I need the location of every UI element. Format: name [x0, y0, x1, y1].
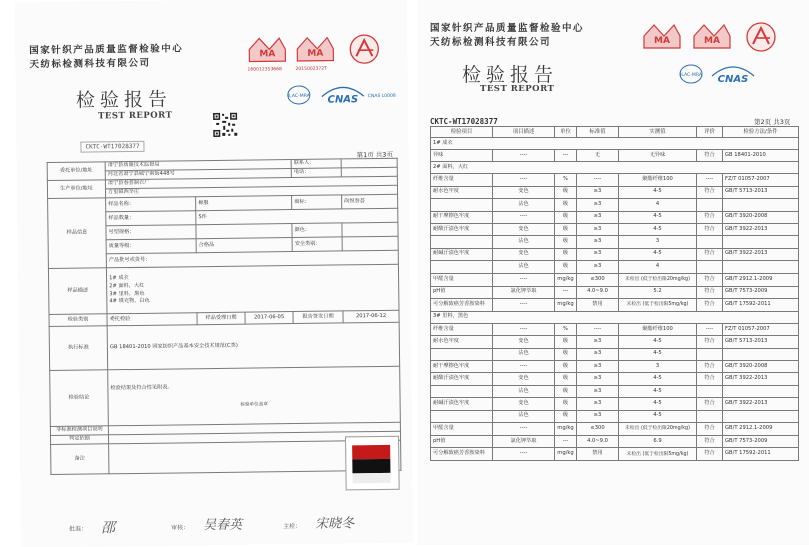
- table-cell: 符合: [697, 448, 723, 461]
- table-cell: 3: [619, 361, 697, 373]
- column-header: 项目描述: [493, 127, 555, 138]
- section-row: [431, 138, 799, 150]
- table-cell: GB/T 2912.1-2009: [723, 273, 799, 286]
- table-cell: mg/kg: [555, 298, 577, 311]
- table-row: [431, 273, 799, 286]
- report-title-cn: 检验报告: [462, 64, 559, 86]
- cnas-logo-icon: [708, 60, 758, 90]
- table-cell: 符合: [697, 361, 723, 373]
- table-cell: 级: [555, 261, 577, 273]
- column-header: 检验方法/条件: [723, 127, 799, 138]
- table-cell: 变色: [493, 223, 555, 235]
- svg-text:MA: MA: [704, 36, 720, 46]
- table-cell: ≥3: [577, 361, 619, 373]
- table-cell: 符合: [697, 423, 723, 436]
- test-results-table: [430, 126, 799, 461]
- producer-address: 万里镇西辛庄: [105, 185, 397, 198]
- table-cell: 氯化钾萃取: [493, 436, 555, 448]
- table-cell: [723, 348, 799, 360]
- table-row: [431, 436, 799, 448]
- table-cell: 6.9: [619, 436, 697, 448]
- producer-name: 肃宁县春荟制衣厂: [105, 176, 397, 189]
- brand-value: 尚悦春荟: [342, 194, 398, 209]
- cma-code-1: 160012353668: [247, 67, 282, 73]
- table-cell: [723, 236, 799, 248]
- table-cell: [723, 410, 799, 422]
- table-cell: ---: [555, 150, 577, 162]
- page-number: 第2页 共3页: [754, 118, 791, 126]
- grade-value: 合格品: [196, 238, 292, 253]
- table-cell: [697, 261, 723, 273]
- table-row: [431, 261, 799, 273]
- table-cell: 级: [555, 385, 577, 397]
- svg-text:MA: MA: [259, 49, 276, 60]
- table-cell: 可分解致癌芳香胺染料: [431, 298, 493, 311]
- description-label: 样品描述: [48, 268, 107, 315]
- table-cell: 符合: [697, 223, 723, 235]
- table-cell: mg/kg: [555, 423, 577, 436]
- table-cell: 耐碱汗渍色牢度: [431, 248, 493, 260]
- quantity-value: 5件: [196, 208, 398, 224]
- table-cell: 耐碱汗渍色牢度: [431, 398, 493, 410]
- brand-label: 商标：: [292, 195, 342, 210]
- table-row: [431, 336, 799, 348]
- table-cell: 耐干摩擦色牢度: [431, 211, 493, 223]
- table-cell: GB/T 17592-2011: [723, 298, 799, 311]
- column-header: 实测值: [619, 127, 697, 138]
- table-cell: ---: [555, 286, 577, 298]
- standard-label: 执行标准: [49, 326, 108, 371]
- inspector-label: 主检：: [283, 522, 302, 531]
- table-row: [431, 348, 799, 360]
- table-cell: 级: [555, 199, 577, 211]
- sample-date: 2017-06-05: [245, 312, 293, 325]
- model-label: 号型规格：: [106, 225, 196, 240]
- table-cell: pH值: [431, 436, 493, 448]
- table-cell: 符合: [697, 373, 723, 385]
- table-cell: ≥3: [577, 223, 619, 235]
- table-cell: [697, 410, 723, 422]
- table-cell: 4-5: [619, 223, 697, 235]
- table-cell: 未检出 (低于检出限20mg/kg): [619, 273, 697, 286]
- sample-date-label: 样品受理日期: [197, 312, 245, 325]
- column-header: 标准值: [577, 127, 619, 138]
- table-cell: 级: [555, 236, 577, 248]
- table-cell: 符合: [697, 186, 723, 198]
- cnas-logo-icon: [318, 80, 368, 111]
- table-cell: ≥3: [577, 236, 619, 248]
- table-row: [431, 236, 799, 248]
- table-cell: 沾色: [493, 236, 555, 248]
- org-name-line1: 国家针织产品质量监督检验中心: [29, 43, 184, 57]
- table-cell: 耐酸汗渍色牢度: [431, 373, 493, 385]
- note-label: 备注: [51, 444, 109, 475]
- review-label: 审核：: [171, 524, 190, 532]
- table-cell: 可分解致癌芳香胺染料: [431, 448, 493, 461]
- table-cell: 未检出 (低于检出限5mg/kg): [619, 298, 697, 311]
- report-title-en: TEST REPORT: [98, 110, 173, 122]
- approve-label: 批准：: [69, 525, 88, 533]
- table-cell: 级: [555, 361, 577, 373]
- table-cell: 4-5: [619, 385, 697, 397]
- table-cell: 变色: [493, 336, 555, 348]
- report-title-cn: 检验报告: [75, 88, 173, 112]
- table-cell: GB/T 7573-2009: [723, 436, 799, 448]
- table-cell: 级: [555, 410, 577, 422]
- table-cell: ----: [697, 323, 723, 335]
- table-cell: ≥3: [577, 348, 619, 360]
- sample-description: [106, 264, 399, 314]
- svg-text:CNAS: CNAS: [717, 74, 749, 85]
- table-cell: 耐干摩擦色牢度: [431, 361, 493, 373]
- table-cell: GB/T 7573-2009: [723, 286, 799, 298]
- table-row: [431, 385, 799, 397]
- lot-label: 产品批号或货号：: [106, 250, 398, 268]
- table-cell: 耐酸汗渍色牢度: [431, 223, 493, 235]
- table-cell: 级: [555, 211, 577, 223]
- table-cell: 纤维含量: [431, 323, 493, 335]
- table-cell: 变色: [493, 248, 555, 260]
- grade-label: 质量等级：: [106, 239, 196, 254]
- section-title: 1# 成衣: [431, 138, 799, 150]
- table-cell: 甲醛含量: [431, 423, 493, 436]
- table-cell: 变色: [493, 398, 555, 410]
- table-cell: 符合: [697, 436, 723, 448]
- page-number: 第1页 共3页: [356, 150, 393, 160]
- table-cell: 4.0~9.0: [577, 286, 619, 298]
- table-cell: 4-5: [619, 248, 697, 260]
- cma-stamp-icon: [692, 22, 732, 52]
- report-info-table: [47, 158, 402, 475]
- table-cell: 级: [555, 248, 577, 260]
- table-cell: 未检出 (低于检出限5mg/kg): [619, 448, 697, 461]
- table-cell: 3: [619, 236, 697, 248]
- section-title: 2# 面料，大红: [431, 162, 799, 174]
- table-cell: ----: [493, 211, 555, 223]
- table-cell: 甲醛含量: [431, 273, 493, 286]
- table-cell: [697, 348, 723, 360]
- table-cell: 4: [619, 261, 697, 273]
- table-cell: ----: [577, 323, 619, 335]
- report-page-2: [418, 0, 809, 545]
- table-cell: 禁用: [577, 448, 619, 461]
- table-row: [431, 211, 799, 223]
- table-cell: GB/T 2912.1-2009: [723, 423, 799, 436]
- table-cell: 聚酯纤维100: [619, 174, 697, 186]
- desc-line: 2# 面料，大红: [109, 282, 145, 289]
- ilac-mra-icon: [678, 62, 704, 86]
- table-cell: mg/kg: [555, 448, 577, 461]
- table-cell: GB/T 5713-2013: [723, 186, 799, 198]
- table-cell: 沾色: [493, 261, 555, 273]
- sample-name: 棉服: [196, 196, 292, 211]
- table-cell: GB/T 5713-2013: [723, 336, 799, 348]
- table-cell: 级: [555, 186, 577, 198]
- table-row: [431, 174, 799, 186]
- inspector-signature: 宋晓冬: [314, 516, 355, 532]
- table-cell: 4-5: [619, 211, 697, 223]
- cnas-caption: CNAS L0008: [367, 93, 396, 100]
- approver-signature: 邵: [101, 520, 116, 537]
- table-cell: ----: [493, 150, 555, 162]
- table-cell: ----: [493, 323, 555, 335]
- desc-line: 3# 里料，黑色: [109, 290, 145, 297]
- quantity-label: 样品数量：: [106, 211, 196, 226]
- table-cell: 氯化钾萃取: [493, 286, 555, 298]
- table-cell: ≤300: [577, 273, 619, 286]
- table-cell: 沾色: [493, 348, 555, 360]
- table-cell: 级: [555, 336, 577, 348]
- conclusion-cell: [108, 366, 401, 426]
- standard-value: GB 18401-2010 国家纺织产品基本安全技术规范(C类): [107, 322, 400, 370]
- report-date: 2017-06-12: [343, 310, 399, 323]
- table-cell: 级: [555, 348, 577, 360]
- entrust-name: 肃宁县质量技术监督局: [105, 160, 291, 171]
- table-cell: 符合: [697, 273, 723, 286]
- table-cell: ---: [555, 436, 577, 448]
- cma-stamp-icon: [295, 35, 335, 65]
- table-cell: 4-5: [619, 336, 697, 348]
- table-cell: 4-5: [619, 398, 697, 410]
- table-cell: 级: [555, 223, 577, 235]
- section-title: 3# 里料，黑色: [431, 311, 799, 323]
- table-cell: 符合: [697, 298, 723, 311]
- svg-text:MA: MA: [654, 36, 670, 46]
- table-cell: 5.2: [619, 286, 697, 298]
- table-cell: 4.0~9.0: [577, 436, 619, 448]
- table-cell: [431, 348, 493, 360]
- column-header: 单位: [555, 127, 577, 138]
- sample-info-label: 样品信息: [48, 198, 107, 269]
- cma-code-2: 2015002372T: [295, 66, 327, 72]
- table-cell: [697, 199, 723, 211]
- table-cell: mg/kg: [555, 273, 577, 286]
- table-row: [431, 286, 799, 298]
- table-cell: 无: [577, 150, 619, 162]
- table-cell: GB 18401-2010: [723, 150, 799, 162]
- cal-stamp-icon: [347, 32, 381, 66]
- sample-name-label: 样品名称：: [106, 197, 196, 212]
- ilac-mra-icon: [286, 83, 312, 107]
- table-cell: ≥3: [577, 373, 619, 385]
- desc-line: 4# 填充物，白色: [109, 298, 150, 305]
- table-cell: 无异味: [619, 150, 697, 162]
- table-cell: 禁用: [577, 298, 619, 311]
- table-cell: 级: [555, 398, 577, 410]
- table-row: [431, 248, 799, 260]
- table-cell: 符合: [697, 286, 723, 298]
- table-cell: 4-5: [619, 373, 697, 385]
- table-cell: [431, 410, 493, 422]
- other-items-label: 非标准检测项目说明: [50, 426, 108, 436]
- table-cell: GB/T 3920-2008: [723, 211, 799, 223]
- section-row: [431, 162, 799, 174]
- cma-stamp-icon: [642, 22, 682, 52]
- table-cell: ----: [493, 361, 555, 373]
- table-cell: [723, 385, 799, 397]
- table-cell: GB/T 3922-2013: [723, 373, 799, 385]
- judgment-basis-label: 判定依据: [50, 435, 108, 445]
- table-cell: ----: [577, 174, 619, 186]
- cal-stamp-icon: [744, 20, 778, 54]
- color-label: 颜色：: [292, 223, 342, 238]
- table-cell: 符合: [697, 398, 723, 410]
- table-cell: 4-5: [619, 410, 697, 422]
- table-cell: 沾色: [493, 410, 555, 422]
- producer-label: 生产单位/地址: [47, 180, 105, 199]
- table-cell: ----: [493, 448, 555, 461]
- safety-label: 安全类别：: [292, 237, 342, 252]
- test-type-value: 委托检验: [107, 313, 197, 326]
- table-row: [431, 361, 799, 373]
- contact-label: 联系人：: [291, 159, 341, 169]
- report-number: CKTC-WT17028377: [80, 141, 144, 153]
- table-cell: ≥3: [577, 248, 619, 260]
- table-row: [431, 323, 799, 335]
- table-cell: 沾色: [493, 385, 555, 397]
- table-cell: ≥3: [577, 398, 619, 410]
- table-cell: [431, 261, 493, 273]
- test-type-label: 检验类别: [49, 314, 107, 327]
- desc-line: 1# 成衣: [109, 274, 129, 282]
- table-row: [431, 150, 799, 162]
- svg-text:ILAC-MRA: ILAC-MRA: [679, 73, 703, 78]
- table-row: [431, 373, 799, 385]
- qr-code-icon: [212, 112, 238, 138]
- fabric-swatch: [345, 436, 400, 491]
- table-cell: GB/T 3922-2013: [723, 223, 799, 235]
- table-cell: ≥3: [577, 336, 619, 348]
- table-row: [431, 223, 799, 235]
- conclusion-label: 检验结论: [50, 370, 109, 427]
- table-cell: %: [555, 174, 577, 186]
- svg-text:MA: MA: [307, 48, 324, 59]
- report-page-1: [15, 0, 414, 547]
- table-cell: 4-5: [619, 186, 697, 198]
- table-cell: pH值: [431, 286, 493, 298]
- seal-text: 检验单位盖章: [240, 402, 268, 408]
- table-cell: GB/T 3920-2008: [723, 361, 799, 373]
- table-row: [431, 423, 799, 436]
- column-header: 检验项目: [431, 127, 493, 138]
- table-row: [431, 410, 799, 422]
- cma-stamp-icon: [247, 35, 287, 65]
- table-cell: 变色: [493, 373, 555, 385]
- org-name-line2: 天纺标检测科技有限公司: [430, 37, 552, 48]
- table-cell: 未检出 (低于检出限20mg/kg): [619, 423, 697, 436]
- table-cell: 4-5: [619, 348, 697, 360]
- table-cell: 变色: [493, 186, 555, 198]
- table-header-row: [431, 127, 799, 138]
- table-row: [431, 186, 799, 198]
- section-row: [431, 311, 799, 323]
- report-date-label: 报告签发日期: [293, 311, 343, 324]
- table-cell: 耐水色牢度: [431, 186, 493, 198]
- svg-text:CNAS: CNAS: [327, 94, 359, 106]
- column-header: 评价: [697, 127, 723, 138]
- reviewer-signature: 吴春英: [203, 517, 243, 534]
- table-cell: ≥3: [577, 199, 619, 211]
- table-cell: 符合: [697, 248, 723, 260]
- table-cell: ≥3: [577, 410, 619, 422]
- table-cell: ≤300: [577, 423, 619, 436]
- table-cell: 4: [619, 199, 697, 211]
- table-cell: 纤维含量: [431, 174, 493, 186]
- table-cell: GB/T 3922-2013: [723, 248, 799, 260]
- table-cell: 聚酯纤维100: [619, 323, 697, 335]
- table-cell: 异味: [431, 150, 493, 162]
- table-cell: 沾色: [493, 199, 555, 211]
- table-cell: [431, 236, 493, 248]
- table-row: [431, 448, 799, 461]
- table-cell: GB/T 3922-2013: [723, 398, 799, 410]
- table-cell: GB/T 17592-2011: [723, 448, 799, 461]
- table-cell: ----: [493, 174, 555, 186]
- entrust-label: 委托单位/地址: [47, 162, 105, 181]
- table-cell: %: [555, 323, 577, 335]
- org-name-line1: 国家针织产品质量监督检验中心: [430, 23, 585, 34]
- org-name-line2: 天纺标检测科技有限公司: [29, 57, 151, 71]
- svg-text:ILAC-MRA: ILAC-MRA: [287, 93, 310, 100]
- table-cell: 级: [555, 373, 577, 385]
- table-cell: ----: [493, 298, 555, 311]
- phone-label: 电话：: [291, 168, 341, 178]
- table-cell: ----: [697, 174, 723, 186]
- table-cell: [697, 236, 723, 248]
- table-cell: ≥3: [577, 211, 619, 223]
- conclusion-text: 检验结果及符合性见附表。: [110, 384, 173, 392]
- table-cell: FZ/T 01057-2007: [723, 174, 799, 186]
- table-cell: ≥3: [577, 385, 619, 397]
- table-cell: [431, 199, 493, 211]
- table-cell: [431, 385, 493, 397]
- table-row: [431, 298, 799, 311]
- table-cell: [723, 261, 799, 273]
- table-cell: ≥3: [577, 186, 619, 198]
- table-cell: ----: [493, 273, 555, 286]
- report-title-en: TEST REPORT: [480, 84, 555, 94]
- report-number: CKTC-WT17028377: [430, 117, 498, 126]
- table-cell: ≥3: [577, 261, 619, 273]
- table-row: [431, 199, 799, 211]
- table-cell: 符合: [697, 150, 723, 162]
- table-cell: 耐水色牢度: [431, 336, 493, 348]
- table-cell: FZ/T 01057-2007: [723, 323, 799, 335]
- table-row: [431, 398, 799, 410]
- table-cell: 符合: [697, 211, 723, 223]
- table-cell: ----: [493, 423, 555, 436]
- table-cell: 符合: [697, 336, 723, 348]
- table-cell: [723, 199, 799, 211]
- table-cell: [697, 385, 723, 397]
- entrust-address: 河北省肃宁县城宁南街448号: [105, 169, 291, 180]
